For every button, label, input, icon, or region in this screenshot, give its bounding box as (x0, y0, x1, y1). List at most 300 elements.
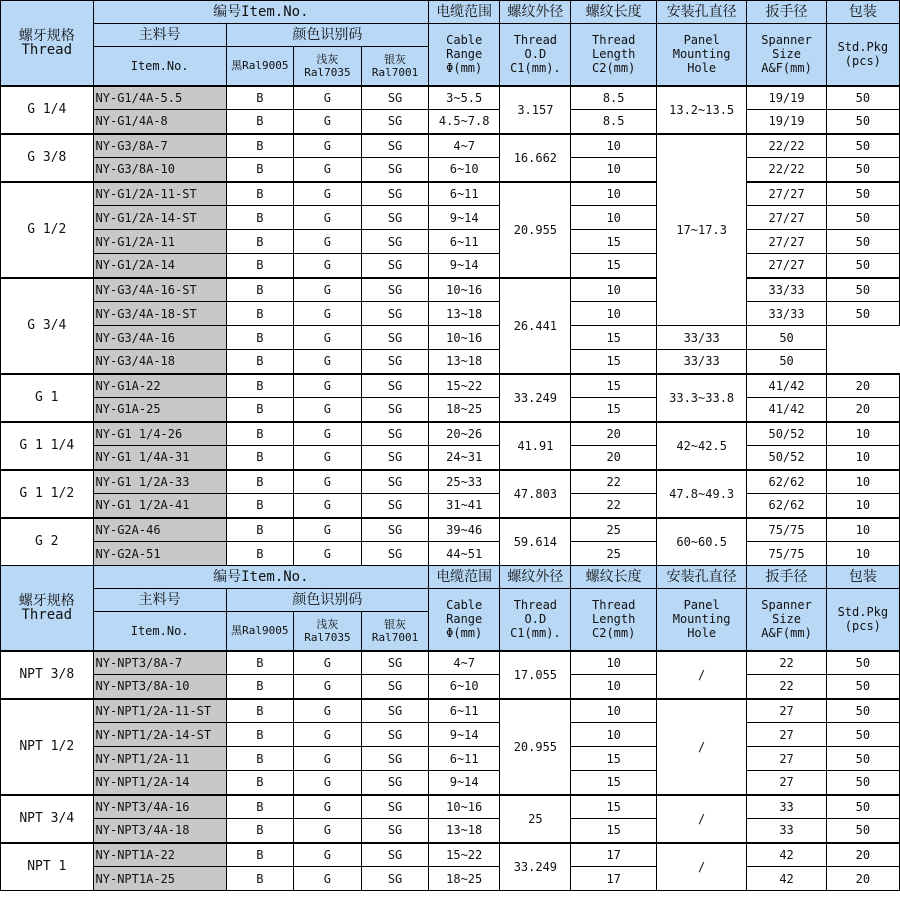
table-row (1, 422, 900, 446)
header-line: Ral7001 (371, 630, 419, 644)
table-row (1, 747, 900, 771)
color-silver-grey-cell: SG (361, 302, 428, 326)
mounting-hole-cell: / (656, 651, 747, 699)
color-light-grey-cell: G (293, 350, 361, 374)
mounting-hole-cell: 60~60.5 (656, 518, 747, 566)
item-no-cell: NY-G1/4A-5.5 (93, 86, 226, 110)
thread-cell: G 1 (1, 374, 94, 422)
color-silver-grey-cell: SG (361, 542, 428, 566)
table-row (1, 374, 900, 398)
color-black-cell: B (226, 446, 293, 470)
color-silver-grey-cell: SG (361, 699, 428, 723)
spanner-size-cell: 62/62 (747, 494, 826, 518)
spanner-size-cell: 33/33 (747, 278, 826, 302)
header-row (1, 589, 900, 612)
item-no-cell: NY-G1 1/2A-41 (93, 494, 226, 518)
thread-length-cell: 15 (571, 230, 656, 254)
color-silver-grey-cell: SG (361, 182, 428, 206)
mounting-hole-cell: / (656, 699, 747, 795)
thread-cell: G 3/4 (1, 278, 94, 374)
spanner-size-cell: 27/27 (747, 206, 826, 230)
cable-range-cell: 20~26 (429, 422, 500, 446)
package-cell: 50 (826, 795, 899, 819)
header-thread-od-cn: 螺纹外径 (500, 1, 571, 24)
color-silver-grey-cell: SG (361, 374, 428, 398)
header-thread-length-en: Thread Length C2(mm) (571, 24, 656, 86)
color-light-grey-cell: G (293, 206, 361, 230)
header-thread-length-cn: 螺纹长度 (571, 1, 656, 24)
thread-length-cell: 15 (571, 819, 656, 843)
thread-length-cell: 20 (571, 446, 656, 470)
table-row (1, 494, 900, 518)
spanner-size-cell: 33 (747, 819, 826, 843)
color-black-cell: B (226, 350, 293, 374)
cable-range-cell: 15~22 (429, 843, 500, 867)
table-row (1, 446, 900, 470)
item-no-cell: NY-NPT3/4A-16 (93, 795, 226, 819)
color-black-cell: B (226, 158, 293, 182)
spanner-size-cell: 27 (747, 771, 826, 795)
color-black-cell: B (226, 86, 293, 110)
cable-range-cell: 6~11 (429, 230, 500, 254)
package-cell: 20 (826, 398, 899, 422)
header-color-code: 颜色识别码 (226, 589, 428, 612)
thread-cell: G 1/2 (1, 182, 94, 278)
header-mounting-hole-en: Panel Mounting Hole (656, 589, 747, 651)
package-cell: 10 (826, 518, 899, 542)
header-thread (1, 566, 94, 651)
spanner-size-cell: 62/62 (747, 470, 826, 494)
item-no-cell: NY-NPT3/8A-7 (93, 651, 226, 675)
header-thread (1, 1, 94, 86)
spanner-size-cell: 27/27 (747, 254, 826, 278)
mounting-hole-cell: 13.2~13.5 (656, 86, 747, 134)
header-item-no-en: Item.No. (93, 612, 226, 651)
thread-length-cell: 10 (571, 651, 656, 675)
color-silver-grey-cell: SG (361, 771, 428, 795)
thread-cell: G 2 (1, 518, 94, 566)
mounting-hole-cell: / (656, 843, 747, 891)
header-thread-od-en: Thread O.D C1(mm). (500, 589, 571, 651)
cable-range-cell: 10~16 (429, 326, 500, 350)
spanner-size-cell: 50/52 (747, 446, 826, 470)
package-cell: 50 (826, 134, 899, 158)
thread-od-cell: 26.441 (500, 278, 571, 374)
item-no-cell: NY-G1 1/2A-33 (93, 470, 226, 494)
color-black-cell: B (226, 182, 293, 206)
package-cell: 50 (826, 699, 899, 723)
thread-length-cell: 22 (571, 470, 656, 494)
color-silver-grey-cell: SG (361, 723, 428, 747)
color-black-cell: B (226, 134, 293, 158)
color-light-grey-cell: G (293, 518, 361, 542)
cable-range-cell: 18~25 (429, 398, 500, 422)
color-black-cell: B (226, 819, 293, 843)
package-cell: 50 (826, 651, 899, 675)
item-no-cell: NY-G3/8A-10 (93, 158, 226, 182)
item-no-cell: NY-G1/4A-8 (93, 110, 226, 134)
item-no-cell: NY-G3/8A-7 (93, 134, 226, 158)
cable-range-cell: 6~11 (429, 699, 500, 723)
color-silver-grey-cell: SG (361, 86, 428, 110)
spanner-size-cell: 50/52 (747, 422, 826, 446)
thread-length-cell: 20 (571, 422, 656, 446)
cable-range-cell: 4~7 (429, 651, 500, 675)
mounting-hole-cell: 17~17.3 (656, 134, 747, 326)
package-cell: 10 (826, 542, 899, 566)
item-no-cell: NY-G1 1/4A-31 (93, 446, 226, 470)
color-light-grey-cell: G (293, 86, 361, 110)
header-line: 螺牙规格 (18, 27, 75, 44)
thread-od-cell: 20.955 (500, 182, 571, 278)
header-black: 黑Ral9005 (226, 47, 293, 86)
spanner-size-cell: 33/33 (747, 302, 826, 326)
package-cell: 50 (826, 302, 899, 326)
table-row (1, 86, 900, 110)
table-row (1, 398, 900, 422)
header-mounting-hole-cn: 安装孔直径 (656, 1, 747, 24)
color-silver-grey-cell: SG (361, 230, 428, 254)
thread-length-cell: 10 (571, 675, 656, 699)
header-item-no: 编号Item.No. (93, 566, 429, 589)
cable-range-cell: 9~14 (429, 771, 500, 795)
package-cell: 50 (826, 182, 899, 206)
thread-length-cell: 10 (571, 134, 656, 158)
header-thread-length-en: Thread Length C2(mm) (571, 589, 656, 651)
package-cell: 50 (826, 278, 899, 302)
thread-length-cell: 15 (571, 350, 656, 374)
thread-od-cell: 17.055 (500, 651, 571, 699)
color-silver-grey-cell: SG (361, 446, 428, 470)
color-silver-grey-cell: SG (361, 843, 428, 867)
color-silver-grey-cell: SG (361, 278, 428, 302)
header-line: Ral7035 (304, 65, 351, 79)
color-light-grey-cell: G (293, 326, 361, 350)
color-silver-grey-cell: SG (361, 350, 428, 374)
color-silver-grey-cell: SG (361, 326, 428, 350)
item-no-cell: NY-G3/4A-16 (93, 326, 226, 350)
table-row (1, 326, 900, 350)
thread-od-cell: 59.614 (500, 518, 571, 566)
item-no-cell: NY-NPT3/8A-10 (93, 675, 226, 699)
header-light-grey (293, 47, 361, 86)
thread-length-cell: 15 (571, 771, 656, 795)
spanner-size-cell: 22 (747, 675, 826, 699)
thread-od-cell: 47.803 (500, 470, 571, 518)
header-package-en: Std.Pkg (pcs) (826, 24, 899, 86)
table-row (1, 675, 900, 699)
table-row (1, 771, 900, 795)
header-main-item: 主料号 (93, 589, 226, 612)
color-silver-grey-cell: SG (361, 158, 428, 182)
thread-length-cell: 10 (571, 278, 656, 302)
thread-length-cell: 15 (571, 254, 656, 278)
thread-length-cell: 17 (571, 843, 656, 867)
cable-range-cell: 6~11 (429, 747, 500, 771)
color-black-cell: B (226, 374, 293, 398)
cable-range-cell: 44~51 (429, 542, 500, 566)
header-row (1, 24, 900, 47)
table-row (1, 230, 900, 254)
cable-range-cell: 4~7 (429, 134, 500, 158)
spanner-size-cell: 75/75 (747, 542, 826, 566)
header-thread-od-en: Thread O.D C1(mm). (500, 24, 571, 86)
header-line: 银灰 (384, 52, 407, 66)
color-black-cell: B (226, 302, 293, 326)
color-light-grey-cell: G (293, 254, 361, 278)
package-cell: 50 (826, 110, 899, 134)
color-silver-grey-cell: SG (361, 422, 428, 446)
color-black-cell: B (226, 747, 293, 771)
color-light-grey-cell: G (293, 675, 361, 699)
spanner-size-cell: 41/42 (747, 398, 826, 422)
color-black-cell: B (226, 675, 293, 699)
thread-od-cell: 41.91 (500, 422, 571, 470)
item-no-cell: NY-G1A-22 (93, 374, 226, 398)
package-cell: 20 (826, 843, 899, 867)
cable-range-cell: 10~16 (429, 795, 500, 819)
thread-length-cell: 10 (571, 206, 656, 230)
table-row (1, 542, 900, 566)
package-cell: 10 (826, 422, 899, 446)
cable-range-cell: 9~14 (429, 254, 500, 278)
color-light-grey-cell: G (293, 398, 361, 422)
header-line: Ral7035 (304, 630, 351, 644)
color-black-cell: B (226, 651, 293, 675)
color-light-grey-cell: G (293, 723, 361, 747)
package-cell: 50 (826, 86, 899, 110)
package-cell: 20 (826, 374, 899, 398)
item-no-cell: NY-G1/2A-11-ST (93, 182, 226, 206)
color-black-cell: B (226, 867, 293, 891)
item-no-cell: NY-NPT1/2A-11-ST (93, 699, 226, 723)
item-no-cell: NY-NPT1A-25 (93, 867, 226, 891)
color-light-grey-cell: G (293, 374, 361, 398)
spanner-size-cell: 75/75 (747, 518, 826, 542)
thread-length-cell: 10 (571, 699, 656, 723)
color-black-cell: B (226, 326, 293, 350)
color-black-cell: B (226, 795, 293, 819)
color-black-cell: B (226, 110, 293, 134)
mounting-hole-cell: 47.8~49.3 (656, 470, 747, 518)
thread-length-cell: 15 (571, 326, 656, 350)
table-row (1, 110, 900, 134)
spanner-size-cell: 27/27 (747, 182, 826, 206)
color-light-grey-cell: G (293, 302, 361, 326)
table-row (1, 278, 900, 302)
package-cell: 50 (826, 158, 899, 182)
thread-cell: NPT 3/4 (1, 795, 94, 843)
header-spanner-cn: 扳手径 (747, 566, 826, 589)
item-no-cell: NY-G3/4A-16-ST (93, 278, 226, 302)
color-black-cell: B (226, 254, 293, 278)
package-cell: 50 (826, 675, 899, 699)
item-no-cell: NY-G1/2A-14 (93, 254, 226, 278)
item-no-cell: NY-NPT3/4A-18 (93, 819, 226, 843)
item-no-cell: NY-NPT1/2A-14 (93, 771, 226, 795)
header-line: Thread (21, 606, 73, 623)
item-no-cell: NY-NPT1/2A-14-ST (93, 723, 226, 747)
color-light-grey-cell: G (293, 422, 361, 446)
header-line: 银灰 (384, 617, 407, 631)
cable-range-cell: 3~5.5 (429, 86, 500, 110)
package-cell: 50 (826, 723, 899, 747)
package-cell: 50 (826, 230, 899, 254)
thread-length-cell: 15 (571, 747, 656, 771)
color-light-grey-cell: G (293, 795, 361, 819)
header-cable-range-en: Cable Range Φ(mm) (429, 24, 500, 86)
thread-od-cell: 33.249 (500, 843, 571, 891)
header-cable-range-cn: 电缆范围 (429, 1, 500, 24)
cable-range-cell: 9~14 (429, 206, 500, 230)
table-row (1, 350, 900, 374)
header-line: Thread (21, 41, 73, 58)
thread-length-cell: 8.5 (571, 110, 656, 134)
header-cable-range-en: Cable Range Φ(mm) (429, 589, 500, 651)
color-light-grey-cell: G (293, 278, 361, 302)
table-row (1, 302, 900, 326)
item-no-cell: NY-G3/4A-18 (93, 350, 226, 374)
color-silver-grey-cell: SG (361, 206, 428, 230)
spanner-size-cell: 33/33 (656, 350, 747, 374)
color-light-grey-cell: G (293, 819, 361, 843)
item-no-cell: NY-G1/2A-11 (93, 230, 226, 254)
thread-length-cell: 15 (571, 398, 656, 422)
thread-od-cell: 16.662 (500, 134, 571, 182)
item-no-cell: NY-NPT1/2A-11 (93, 747, 226, 771)
header-spanner-en: Spanner Size A&F(mm) (747, 589, 826, 651)
cable-range-cell: 10~16 (429, 278, 500, 302)
table-row (1, 518, 900, 542)
color-light-grey-cell: G (293, 182, 361, 206)
mounting-hole-cell: 42~42.5 (656, 422, 747, 470)
color-silver-grey-cell: SG (361, 398, 428, 422)
header-item-no-en: Item.No. (93, 47, 226, 86)
header-color-code: 颜色识别码 (226, 24, 428, 47)
color-light-grey-cell: G (293, 158, 361, 182)
color-light-grey-cell: G (293, 867, 361, 891)
thread-length-cell: 8.5 (571, 86, 656, 110)
cable-range-cell: 6~10 (429, 675, 500, 699)
package-cell: 50 (826, 771, 899, 795)
cable-range-cell: 18~25 (429, 867, 500, 891)
item-no-cell: NY-G2A-46 (93, 518, 226, 542)
thread-od-cell: 3.157 (500, 86, 571, 134)
table-row (1, 182, 900, 206)
header-row (1, 566, 900, 589)
package-cell: 50 (747, 326, 826, 350)
spanner-size-cell: 41/42 (747, 374, 826, 398)
header-package-en: Std.Pkg (pcs) (826, 589, 899, 651)
thread-length-cell: 10 (571, 302, 656, 326)
spanner-size-cell: 27 (747, 723, 826, 747)
header-line: 浅灰 (316, 617, 339, 631)
header-line: 螺牙规格 (18, 592, 75, 609)
header-light-grey (293, 612, 361, 651)
color-silver-grey-cell: SG (361, 651, 428, 675)
cable-range-cell: 6~10 (429, 158, 500, 182)
color-silver-grey-cell: SG (361, 110, 428, 134)
item-no-cell: NY-G2A-51 (93, 542, 226, 566)
table-row (1, 795, 900, 819)
spanner-size-cell: 27 (747, 699, 826, 723)
header-item-no: 编号Item.No. (93, 1, 429, 24)
header-thread-od-cn: 螺纹外径 (500, 566, 571, 589)
color-black-cell: B (226, 398, 293, 422)
color-black-cell: B (226, 723, 293, 747)
color-silver-grey-cell: SG (361, 518, 428, 542)
thread-cell: G 1 1/4 (1, 422, 94, 470)
table-body (1, 1, 900, 891)
cable-range-cell: 6~11 (429, 182, 500, 206)
item-no-cell: NY-G1/2A-14-ST (93, 206, 226, 230)
thread-length-cell: 25 (571, 518, 656, 542)
color-light-grey-cell: G (293, 494, 361, 518)
header-black: 黑Ral9005 (226, 612, 293, 651)
cable-range-cell: 15~22 (429, 374, 500, 398)
color-black-cell: B (226, 771, 293, 795)
color-light-grey-cell: G (293, 134, 361, 158)
spanner-size-cell: 27 (747, 747, 826, 771)
color-silver-grey-cell: SG (361, 470, 428, 494)
color-light-grey-cell: G (293, 230, 361, 254)
mounting-hole-cell: 33.3~33.8 (656, 374, 747, 422)
color-light-grey-cell: G (293, 771, 361, 795)
cable-range-cell: 24~31 (429, 446, 500, 470)
package-cell: 20 (826, 867, 899, 891)
color-light-grey-cell: G (293, 470, 361, 494)
header-main-item: 主料号 (93, 24, 226, 47)
table-row (1, 254, 900, 278)
cable-range-cell: 31~41 (429, 494, 500, 518)
item-no-cell: NY-G1 1/4-26 (93, 422, 226, 446)
spanner-size-cell: 19/19 (747, 110, 826, 134)
header-package-cn: 包装 (826, 566, 899, 589)
color-black-cell: B (226, 278, 293, 302)
table-row (1, 843, 900, 867)
table-row (1, 134, 900, 158)
package-cell: 10 (826, 446, 899, 470)
thread-length-cell: 10 (571, 182, 656, 206)
thread-length-cell: 25 (571, 542, 656, 566)
header-mounting-hole-cn: 安装孔直径 (656, 566, 747, 589)
color-light-grey-cell: G (293, 699, 361, 723)
header-spanner-en: Spanner Size A&F(mm) (747, 24, 826, 86)
package-cell: 50 (826, 206, 899, 230)
spanner-size-cell: 42 (747, 843, 826, 867)
spanner-size-cell: 22 (747, 651, 826, 675)
item-no-cell: NY-G1A-25 (93, 398, 226, 422)
table-row (1, 651, 900, 675)
color-black-cell: B (226, 699, 293, 723)
header-mounting-hole-en: Panel Mounting Hole (656, 24, 747, 86)
cable-range-cell: 25~33 (429, 470, 500, 494)
color-silver-grey-cell: SG (361, 867, 428, 891)
spanner-size-cell: 33/33 (656, 326, 747, 350)
package-cell: 50 (747, 350, 826, 374)
color-black-cell: B (226, 494, 293, 518)
color-black-cell: B (226, 542, 293, 566)
header-line: Ral7001 (371, 65, 419, 79)
header-row (1, 1, 900, 24)
table-row (1, 819, 900, 843)
color-black-cell: B (226, 470, 293, 494)
thread-cell: NPT 1/2 (1, 699, 94, 795)
cable-range-cell: 9~14 (429, 723, 500, 747)
header-spanner-cn: 扳手径 (747, 1, 826, 24)
color-silver-grey-cell: SG (361, 747, 428, 771)
color-black-cell: B (226, 206, 293, 230)
